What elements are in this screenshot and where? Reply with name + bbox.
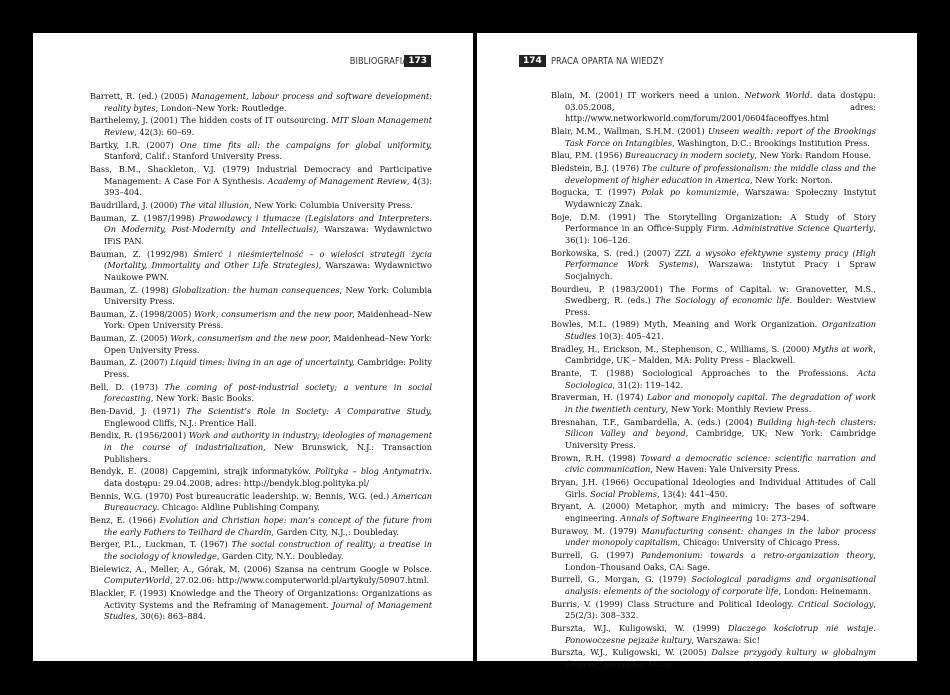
entry-publisher: , London: Heinemann. [778,585,871,596]
bibliography-entry [90,564,432,587]
entry-title: MIT Sloan Management Review [104,115,432,137]
entry-author-year: Bresnahan, T.F., Gambardella, A. (eds.) (2004) [551,416,758,427]
entry-title: Management, labour process and software development: reality bytes [104,91,432,113]
entry-publisher: 10: 273–294. [752,512,810,523]
bibliography-entry [551,550,876,573]
entry-title: Organization Studies [565,319,876,342]
entry-title: Dalsze przygody kultury w globalnym świecie [565,647,877,669]
entry-title: Labor and monopoly capital. The degradation of work in the twentieth century [565,392,876,415]
entry-publisher: , 30(6): 863–884. [135,611,206,622]
entry-author-year: Burris, V. (1999) Class Structure and Political Ideology. [551,598,798,609]
entry-author-year: Boje, D.M. (1991) The Storytelling Organization: A Study of Story Performance in an Office-Supply Firm. [551,211,876,234]
entry-author-year: Blackler, F. (1993) Knowledge and the Theory of Organizations: Organizations as Activity Systems and the Reframing of Management. [90,587,432,610]
entry-publisher: . Chicago: Aldline Publishing Company. [156,502,320,513]
bibliography-entry [551,417,876,452]
entry-author-year: Bennis, W.G. (1970) Post bureaucratic leadership. w: Bennis, W.G. (ed.) [90,490,393,501]
entry-title: American Bureaucracy [104,490,432,513]
bibliography-entry [551,574,876,597]
entry-author-year: Bartky, I.R. (2007) [90,139,180,150]
entry-publisher: , 42(3): 60–69. [134,126,195,137]
entry-author-year: Bendix, R. (1956/2001) [90,430,189,441]
entry-publisher: Englewood Cliffs, N.J.: Prentice Hall. [104,417,257,428]
entry-author-year: Braverman, H. (1974) [551,392,647,403]
bibliography-entry [551,163,876,186]
entry-title: Myths at work [812,343,874,354]
entry-title: Toward a democratic science: scientific narration and civic communication [565,452,876,475]
bibliography-entry [551,187,876,210]
entry-publisher: , New York: Columbia University Press. [249,199,413,210]
entry-publisher: , Cambridge, UK; New York: Cambridge University Press. [565,428,876,451]
entry-publisher: Maidenhead–New York: Open University Press. [104,308,433,331]
entry-title: ComputerWorld [104,575,171,586]
bibliography-entry [551,212,876,247]
bibliography-entry [90,539,432,562]
entry-author-year: Bauman, Z. (1998) [90,284,173,295]
bibliography-entry [551,501,876,524]
entry-author-year: Barrett, R. (ed.) (2005) [90,91,192,101]
bibliography-entry [551,150,876,162]
entry-publisher: , New York: Columbia University Press. [104,284,433,307]
entry-publisher: New Brunswick, N.J.: Transaction Publishers. [104,442,432,464]
entry-publisher: , Washington, D.C.: Brookings Institution Press. [672,137,870,148]
entry-publisher: Cambridge: Polity Press. [104,357,433,380]
bibliography-entry [90,164,432,199]
entry-title: Journal of Management Studies [104,599,432,622]
entry-author-year: Burszta, W.J., Kuligowski, W. (2005) [551,647,712,658]
entry-author-year: Borkowska, S. (red.) (2007) [551,247,675,258]
entry-author-year: Bogucka, T. (1997) [551,187,642,198]
bibliography-list [90,91,432,624]
entry-publisher: Warszawa: Wydawnictwo IFiS PAN. [104,224,432,246]
bibliography-entry [90,285,432,308]
entry-title: The social construction of reality; a treatise in the sociology of knowledge [104,539,433,561]
entry-publisher: , Warszawa: Instytut Pracy i Spraw Socjalnych. [565,259,876,281]
bibliography-entry [90,382,432,405]
entry-publisher: . data dostępu: 29.04.2008, adres: http://bendyk.blog.polityka.pl/ [104,466,432,488]
entry-author-year: Bauman, Z. (1998/2005) [90,308,195,319]
entry-publisher: , Chicago: University of Chicago Press. [677,537,840,548]
entry-title: The vital illusion [180,199,250,210]
running-title: BIBLIOGRAFIA [350,55,409,67]
entry-author-year: Bradley, H., Erickson, M., Stephenson, C., Williams, S. (2000) [551,343,813,354]
entry-author-year: Bowles, M.L. (1989) Myth, Meaning and Work Organization. [551,319,823,330]
entry-author-year: Brante, T. (1988) Sociological Approaches to the Professions. [551,368,858,379]
bibliography-entry [551,284,876,319]
entry-author-year: Blair, M.M., Wallman, S.H.M. (2001) [551,125,708,136]
bibliography-list [551,90,876,672]
entry-title: The culture of professionalism: the middle class and the development of higher education in America [565,162,876,185]
entry-publisher: . data dostępu: 03.05.2008, adres: http://www.networkworld.com/forum/2001/0604faceoffyes.html [565,90,876,124]
entry-author-year: Burszta, W.J., Kuligowski, W. (1999) [551,622,728,633]
bibliography-entry [551,477,876,500]
entry-title: Polityka – blog Antymatrix [315,466,430,477]
entry-author-year: Bielewicz, A., Meller, A., Górak, M. (2006) Szansa na centrum Google w Polsce. [90,563,432,574]
entry-publisher: , New York: Monthly Review Press. [665,404,812,415]
entry-author-year: Ben-David, J. (1971) [90,406,187,417]
entry-author-year: Bryant, A. (2000) Metaphor, myth and mimicry: The bases of software engineering. [551,501,876,523]
bibliography-entry [551,126,876,149]
entry-title: Unseen wealth: report of the Brookings Task Force on Intangibles [565,125,876,148]
entry-title: Academy of Management Review [267,175,407,186]
entry-publisher: , 13(4): 441–450. [656,488,728,499]
entry-title: Network World [744,90,810,100]
bibliography-entry [551,90,876,125]
page-number: 174 [519,55,546,67]
entry-title: One time fits all: the campaigns for global uniformity, [179,139,432,150]
entry-title: Manufacturing consent: changes in the labor process under monopoly capitalism [565,525,877,548]
left-page-header [337,55,431,67]
entry-title: Polak po komunizmie [641,187,737,198]
entry-title: Social Problems [590,488,657,499]
bibliography-entry [90,200,432,212]
entry-publisher: . Boulder: Westview Press. [565,295,876,317]
entry-title: Bureaucracy in modern society [624,150,755,161]
left-page [33,33,473,661]
entry-title: Liquid times: living in an age of uncertainty, [170,357,355,368]
entry-author-year: Baudrillard, J. (2000) [90,199,181,210]
entry-title: The Scientist’s Role in Society: A Comparative Study, [186,406,433,417]
bibliography-entry [90,515,432,538]
entry-author-year: Bauman, Z. (1992/98) [90,248,194,259]
entry-author-year: Bryan, J.H. (1966) Occupational Ideologies and Individual Attitudes of Call Girls. [551,477,876,499]
entry-title: Prawodawcy i tłumacze (Legislators and Interpreters. On Modernity, Post-Modernity and Intellectuals), [104,212,432,235]
entry-publisher: Garden City, N.J.,: Doubleday. [274,526,400,537]
entry-title: Globalization: the human consequences [172,284,340,295]
entry-publisher: , New Haven: Yale University Press. [650,464,800,475]
bibliography-entry [551,647,876,670]
entry-publisher: , 27.02.06: http://www.computerworld.pl/artykuly/50907.html. [170,575,430,586]
entry-publisher: , 31(2): 119–142. [612,379,684,390]
bibliography-entry [90,588,432,623]
bibliography-entry [90,249,432,284]
entry-title: Administrative Science Quarterly [732,223,874,234]
entry-author-year: Blau, P.M. (1956) [551,150,625,161]
bibliography-entry [90,430,432,465]
bibliography-entry [90,466,432,489]
entry-title: The Sociology of economic life [655,295,790,306]
bibliography-entry [90,140,432,163]
entry-author-year: Bell, D. (1973) [90,381,165,392]
entry-publisher: , 36(1): 106–126. [565,223,876,245]
entry-title: Work, consumerism and the new poor, [170,333,331,344]
bibliography-entry [551,248,876,283]
entry-author-year: Barthelemy, J. (2001) The hidden costs of IT outsourcing. [90,115,332,126]
bibliography-entry [551,319,876,342]
entry-publisher: 10(3): 405–421. [596,331,665,342]
bibliography-entry [551,368,876,391]
entry-title: Sociological paradigms and organisational analysis: elements of the sociology of corporate life [565,574,877,596]
entry-title: Building high-tech clusters: Silicon Valley and beyond [565,416,877,439]
bibliography-entry [551,623,876,646]
entry-publisher: , 4(3): 393–404. [104,175,432,198]
entry-author-year: Blain, M. (2001) IT workers need a union. [551,90,745,100]
entry-title: Evolution and Christian hope: man’s concept of the future from the early Fathers to Teilhard de Chardin, [104,514,432,537]
entry-author-year: Brown, R.H. (1998) [551,452,641,463]
entry-title: The coming of post-industrial society; a venture in social forecasting [104,381,433,404]
entry-author-year: Bauman, Z. (1987/1998) [90,212,199,223]
entry-title: Pandemonium: towards a retro-organization theory [641,549,874,560]
bibliography-entry [90,406,432,429]
entry-author-year: Bauman, Z. (2005) [90,333,171,344]
entry-publisher: , Garden City, N.Y.: Doubleday. [216,550,344,561]
entry-publisher: Maidenhead–New York: Open University Press. [104,333,433,355]
entry-publisher: , 25(2/3): 308–332. [565,598,876,621]
bibliography-entry [90,91,432,114]
bibliography-entry [551,392,876,415]
page-number: 173 [404,55,431,67]
bibliography-entry [90,309,432,332]
bibliography-entry [551,599,876,622]
entry-author-year: Bass, B.M., Shackleton, V.J. (1979) Industrial Democracy and Participative Management: A Case For A Synthesis. [90,163,432,186]
entry-publisher: , Cambridge, UK – Malden, MA: Polity Press – Blackwell. [565,343,876,366]
entry-author-year: Bendyk, E. (2008) Capgemini, strajk informatyków. [90,466,316,477]
entry-publisher: , London–Thousand Oaks, CA: Sage. [565,549,877,572]
entry-author-year: Berger, P.L., Luckman, T. (1967) [90,539,232,550]
entry-publisher: , Warszawa: Społeczny Instytut Wydawniczy Znak. [565,187,876,209]
bibliography-entry [90,213,432,248]
entry-author-year: Benz, E. (1966) [90,514,160,525]
entry-publisher: Stanford, Calif.: Stanford University Press. [104,151,283,162]
entry-publisher: , New York: Basic Books. [150,393,255,404]
entry-title: ZZL a wysoko efektywne systemy pracy (High Performance Work Systems) [565,247,877,270]
entry-author-year: Bledstein, B.J. (1976) [551,162,642,173]
entry-author-year: Bauman, Z. (2007) [90,357,171,368]
bibliography-entry [551,344,876,367]
entry-title: Śmierć i nieśmiertelność – o wielości strategii życia (Mortality, Immortality and Other Life Strategies), [104,248,432,271]
entry-author-year: Burrell, G. (1997) [551,549,642,560]
right-page-header [519,55,688,67]
running-title: PRACA OPARTA NA WIEDZY [550,55,664,67]
entry-publisher: , London–New York: Routledge. [155,102,287,113]
entry-author-year: Burawoy, M. (1979) [551,525,642,536]
bibliography-entry [551,526,876,549]
entry-title: Work and authority in industry; ideologies of management in the course of industrialization, [104,430,432,453]
entry-publisher: Warszawa: Wydawnictwo Naukowe PWN. [104,260,432,282]
entry-title: Critical Sociology [798,598,874,609]
entry-title: Work, consumerism and the new poor, [194,308,355,319]
bibliography-entry [90,115,432,138]
bibliography-entry [90,357,432,380]
entry-author-year: Burrell, G., Morgan, G. (1979) [551,574,692,585]
entry-publisher: , Warszawa: Muza. [595,658,674,669]
bibliography-entry [90,491,432,514]
entry-title: Dlaczego kościotrup nie wstaje. Ponowoczesne pejzaże kultury [565,622,876,645]
entry-publisher: , New York: Norton. [750,174,833,185]
right-page [477,33,917,669]
bibliography-entry [90,333,432,356]
entry-publisher: , New York: Random House. [754,150,872,161]
entry-author-year: Bourdieu, P. (1983/2001) The Forms of Capital. w: Granovetter, M.S., Swedberg, R. (eds.) [551,283,876,306]
entry-title: Acta Sociologica [565,368,876,390]
entry-title: Annals of Software Engineering [620,512,753,523]
bibliography-entry [551,453,876,476]
entry-publisher: , Warszawa: Sic! [691,634,760,645]
